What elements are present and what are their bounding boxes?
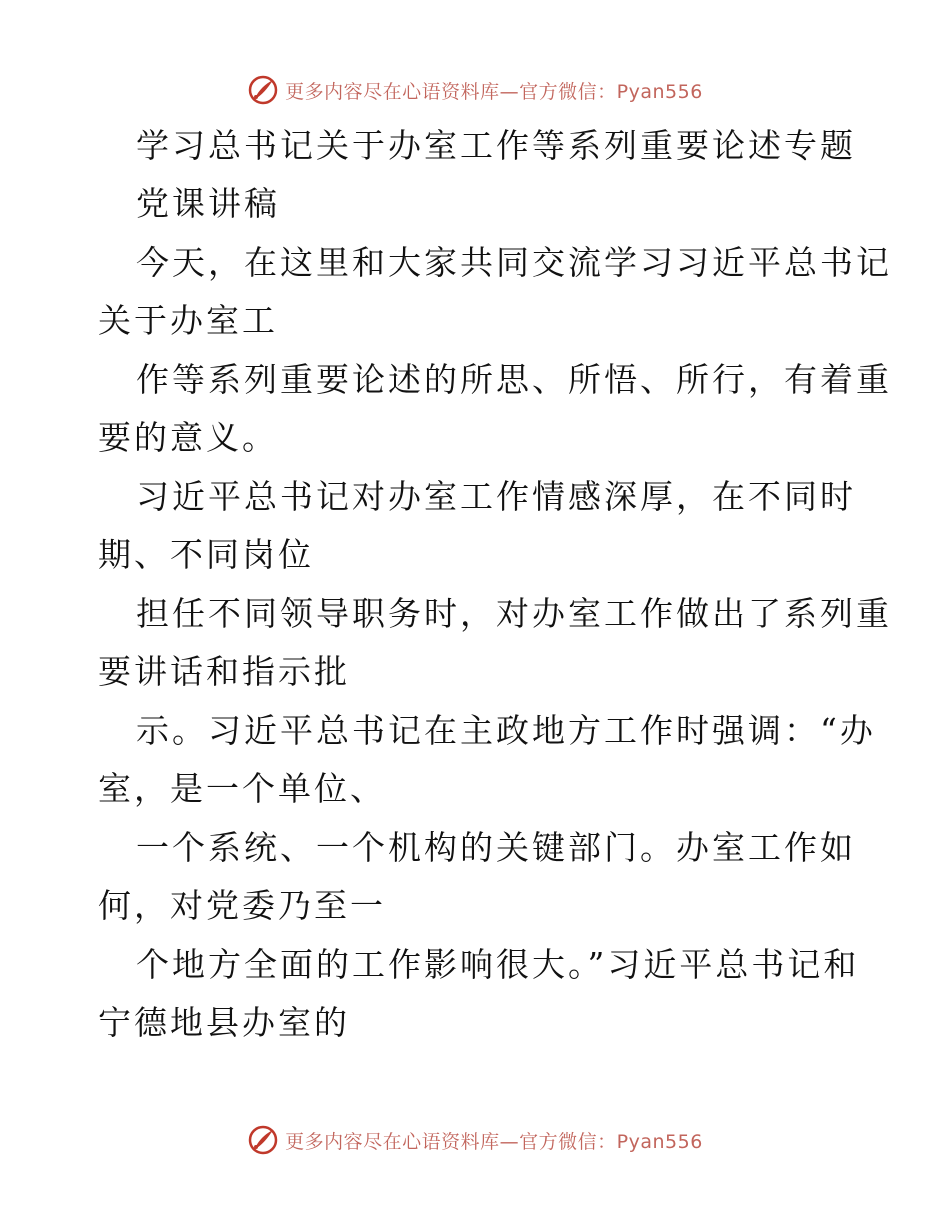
text-line: 一个系统、一个机构的关键部门。办室工作如 <box>136 828 856 867</box>
text-line: 担任不同领导职务时，对办室工作做出了系列重 <box>136 594 892 633</box>
header-watermark <box>0 70 950 110</box>
text-line: 学习总书记关于办室工作等系列重要论述专题 <box>136 126 856 165</box>
text-line: 个地方全面的工作影响很大。”习近平总书记和 <box>136 945 860 984</box>
text-line: 何，对党委乃至一 <box>98 886 386 925</box>
text-line: 示。习近平总书记在主政地方工作时强调：“办 <box>136 711 876 750</box>
footer-watermark <box>0 1120 950 1160</box>
text-line: 宁德地县办室的 <box>98 1003 350 1042</box>
text-line: 党课讲稿 <box>136 184 280 223</box>
quill-logo-icon <box>247 74 279 106</box>
text-line: 要讲话和指示批 <box>98 652 350 691</box>
text-line: 习近平总书记对办室工作情感深厚，在不同时 <box>136 477 856 516</box>
watermark-text: 更多内容尽在心语资料库—官方微信：Pyan556 <box>285 80 703 103</box>
quill-logo-icon <box>247 1124 279 1156</box>
watermark-text: 更多内容尽在心语资料库—官方微信：Pyan556 <box>285 1130 703 1153</box>
text-line: 室，是一个单位、 <box>98 769 386 808</box>
text-line: 期、不同岗位 <box>98 535 314 574</box>
text-line: 作等系列重要论述的所思、所悟、所行，有着重 <box>136 360 892 399</box>
text-line: 要的意义。 <box>98 418 278 457</box>
text-line: 今天，在这里和大家共同交流学习习近平总书记 <box>136 243 892 282</box>
text-line: 关于办室工 <box>98 301 278 340</box>
